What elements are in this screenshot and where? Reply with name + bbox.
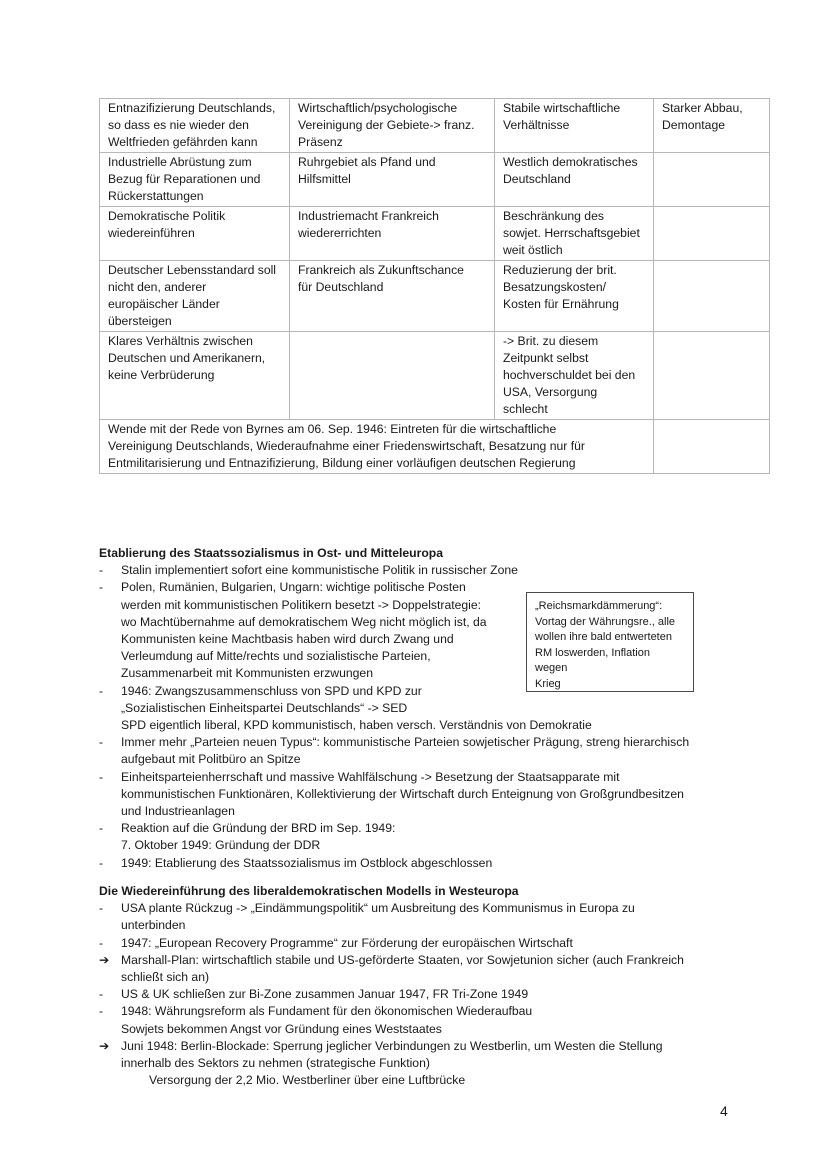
list-item-text: 1948: Währungsreform als Fundament für den ökonomischen Wiederaufbau Sowjets bekommen Angst vor Gründung eines Weststaates (121, 1004, 533, 1036)
callout-box: „Reichsmarkdämmerung“: Vortag der Währungsre., alle wollen ihre bald entwerteten RM loswerden, Inflation wegen Krieg (526, 592, 694, 692)
table-cell: Demokratische Politik wiedereinführen (100, 207, 290, 261)
table-cell: Reduzierung der brit. Besatzungskosten/ Kosten für Ernährung (495, 261, 654, 332)
dash-marker (99, 986, 117, 1003)
section-west (99, 883, 739, 1089)
table-row (100, 332, 770, 420)
list-item-text: 1946: Zwangszusammenschluss von SPD und KPD zur „Sozialistischen Einheitspartei Deutschlands“ -> SED SPD eigentlich liberal, KPD kommunistisch, haben versch. Verständnis von Demokratie (121, 683, 592, 733)
table-cell: Westlich demokratisches Deutschland (495, 153, 654, 207)
list-item (99, 820, 739, 854)
list-item-text: Stalin implementiert sofort eine kommunistische Politik in russischer Zone (121, 563, 518, 578)
table-row (100, 153, 770, 207)
list-item-text: USA plante Rückzug -> „Eindämmungspolitik“ um Ausbreitung des Kommunismus in Europa zu unterbinden (121, 901, 635, 933)
list-item (99, 1003, 739, 1037)
list-item-text: Reaktion auf die Gründung der BRD im Sep. 1949: 7. Oktober 1949: Gründung der DDR (121, 821, 396, 853)
dash-marker (99, 900, 117, 917)
policy-table (99, 98, 770, 474)
table-cell (654, 261, 770, 332)
list-item-text: Einheitsparteienherrschaft und massive Wahlfälschung -> Besetzung der Staatsapparate mit kommunistischen Funktionären, Kollektivierung der Wirtschaft durch Enteignung von Großgrundbesitzen und Industrieanlagen (121, 769, 684, 819)
list-item-text: Polen, Rumänien, Bulgarien, Ungarn: wichtige politische Posten werden mit kommunistischen Politikern besetzt -> Doppelstrategie: wo Machtübernahme auf demokratischem Weg nicht möglich ist, da Kommunisten keine Machtbasis haben wird durch Zwang und Verleumdung auf Mitte/rechts und sozialistische Parteien, Zusammenarbeit mit Kommunisten erzwungen (121, 580, 487, 681)
table-cell: Starker Abbau, Demontage (654, 99, 770, 153)
dash-marker (99, 935, 117, 952)
list-item-text: US & UK schließen zur Bi-Zone zusammen Januar 1947, FR Tri-Zone 1949 (121, 987, 529, 1002)
table-row (100, 261, 770, 332)
list-item (99, 935, 739, 952)
dash-marker (99, 820, 117, 837)
table-cell (654, 207, 770, 261)
list-item (99, 734, 739, 768)
dash-marker (99, 769, 117, 786)
dash-marker (99, 855, 117, 872)
list-item (99, 562, 739, 579)
list-item-text: Juni 1948: Berlin-Blockade: Sperrung jeglicher Verbindungen zu Westberlin, um Westen die Stellung innerhalb des Sektors zu nehmen (strategische Funktion) (121, 1038, 663, 1071)
list-item (99, 986, 739, 1003)
table-cell: Stabile wirtschaftliche Verhältnisse (495, 99, 654, 153)
table-cell: Industrielle Abrüstung zum Bezug für Reparationen und Rückerstattungen (100, 153, 290, 207)
list-item (99, 855, 739, 872)
dash-marker (99, 579, 117, 596)
list-item-text: Immer mehr „Parteien neuen Typus“: kommunistische Parteien sowjetischer Prägung, streng hierarchisch aufgebaut mit Politbüro an Spitze (121, 735, 690, 767)
table-cell (654, 332, 770, 420)
arrow-right-icon (99, 952, 117, 969)
page-number: 4 (720, 1103, 728, 1119)
dash-marker (99, 734, 117, 751)
table-row (100, 99, 770, 153)
table-row (100, 207, 770, 261)
list-item (99, 1038, 739, 1072)
table-footer-cell: Wende mit der Rede von Byrnes am 06. Sep. 1946: Eintreten für die wirtschaftliche Vereinigung Deutschlands, Wiederaufnahme einer Friedenswirtschaft, Besatzung nur für Entmilitarisierung und Entnazifizierung, Bildung einer vorläufigen deutschen Regierung (100, 420, 654, 474)
dash-marker (99, 683, 117, 700)
section-title: Etablierung des Staatssozialismus in Ost- und Mitteleuropa (99, 546, 444, 560)
list-item-text: 1947: „European Recovery Programme“ zur Förderung der europäischen Wirtschaft (121, 935, 573, 950)
table-cell: Entnazifizierung Deutschlands, so dass es nie wieder den Weltfrieden gefährden kann (100, 99, 290, 153)
dash-marker (99, 1003, 117, 1020)
bullet-list (99, 900, 739, 1072)
table-cell: Frankreich als Zukunftschance für Deutschland (290, 261, 495, 332)
list-item-text: 1949: Etablierung des Staatssozialismus im Ostblock abgeschlossen (121, 855, 493, 870)
dash-marker (99, 562, 117, 579)
table-cell: Ruhrgebiet als Pfand und Hilfsmittel (290, 153, 495, 207)
list-item (99, 900, 739, 934)
sub-line: Versorgung der 2,2 Mio. Westberliner über eine Luftbrücke (149, 1073, 466, 1088)
arrow-right-icon (99, 1038, 117, 1055)
section-title: Die Wiedereinführung des liberaldemokratischen Modells in Westeuropa (99, 884, 519, 898)
list-item (99, 769, 739, 821)
table-cell (654, 420, 770, 474)
table-cell: Klares Verhältnis zwischen Deutschen und Amerikanern, keine Verbrüderung (100, 332, 290, 420)
table-cell: Deutscher Lebensstandard soll nicht den, anderer europäischer Länder übersteigen (100, 261, 290, 332)
table-cell: Wirtschaftlich/psychologische Vereinigung der Gebiete-> franz. Präsenz (290, 99, 495, 153)
table-row (100, 420, 770, 474)
table-cell (290, 332, 495, 420)
list-item (99, 952, 739, 986)
table-cell: -> Brit. zu diesem Zeitpunkt selbst hochverschuldet bei den USA, Versorgung schlecht (495, 332, 654, 420)
table-cell: Industriemacht Frankreich wiedererrichten (290, 207, 495, 261)
table-cell: Beschränkung des sowjet. Herrschaftsgebiet weit östlich (495, 207, 654, 261)
list-item-text: Marshall-Plan: wirtschaftlich stabile und US-geförderte Staaten, vor Sowjetunion sicher (auch Frankreich schließt sich an) (121, 952, 684, 985)
table-cell (654, 153, 770, 207)
